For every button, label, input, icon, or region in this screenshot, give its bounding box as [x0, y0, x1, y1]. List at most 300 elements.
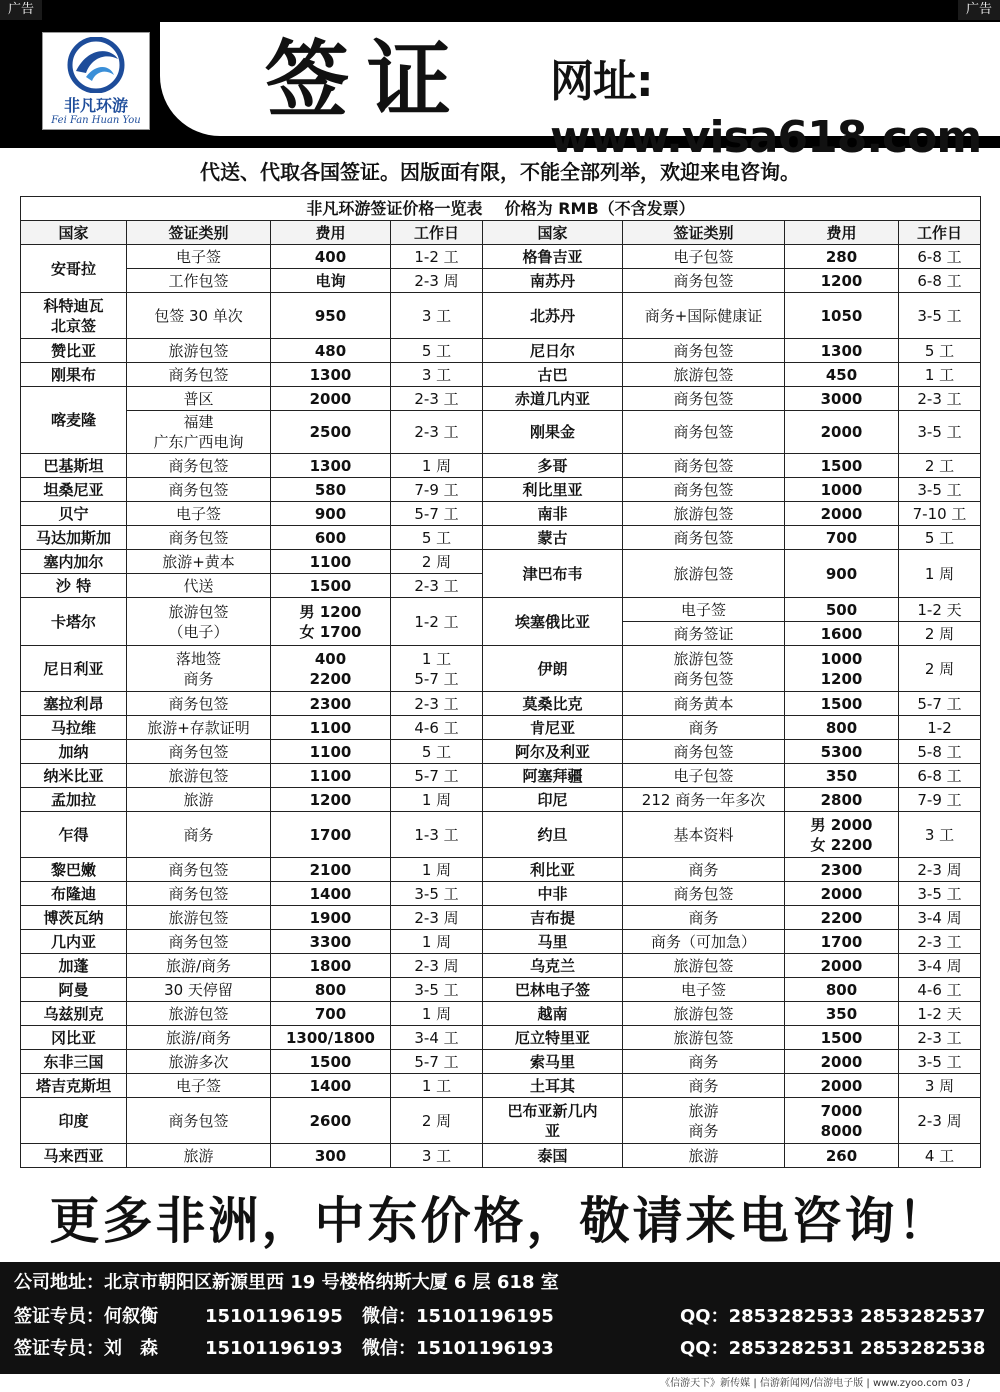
country-cell: 巴林电子签 — [483, 978, 623, 1002]
country-cell: 几内亚 — [21, 930, 127, 954]
column-header: 费用 — [271, 221, 391, 245]
company-address: 公司地址：北京市朝阳区新源里西 19 号楼格纳斯大厦 6 层 618 室 — [14, 1272, 559, 1293]
workdays-cell: 2-3 周 — [899, 858, 981, 882]
visa-type-cell: 商务 — [623, 716, 785, 740]
visa-type-cell: 商务（可加急） — [623, 930, 785, 954]
slogan: 更多非洲，中东价格，敬请来电咨询！ — [49, 1192, 951, 1250]
table-row — [21, 1002, 981, 1026]
workdays-cell: 1-2 天 — [899, 1002, 981, 1026]
visa-type-cell: 旅游包签 — [623, 502, 785, 526]
visa-type-cell: 商务 — [623, 906, 785, 930]
table-row — [21, 788, 981, 812]
column-header: 国家 — [483, 221, 623, 245]
agent1-wechat: 微信：15101196195 — [362, 1306, 554, 1327]
table-row — [21, 526, 981, 550]
visa-type-cell: 旅游包签 — [623, 1002, 785, 1026]
visa-type-cell: 旅游多次 — [127, 1050, 271, 1074]
country-cell: 印尼 — [483, 788, 623, 812]
fee-cell: 500 — [785, 598, 899, 622]
visa-type-cell: 商务包签 — [623, 526, 785, 550]
country-cell: 喀麦隆 — [21, 387, 127, 454]
table-row — [21, 1026, 981, 1050]
fee-cell: 350 — [785, 764, 899, 788]
table-row — [21, 1050, 981, 1074]
workdays-cell: 2 周 — [899, 646, 981, 692]
workdays-cell: 1-3 工 — [391, 812, 483, 858]
country-cell: 土耳其 — [483, 1074, 623, 1098]
country-cell: 北苏丹 — [483, 293, 623, 339]
table-row — [21, 882, 981, 906]
visa-type-cell: 旅游 — [127, 1144, 271, 1168]
visa-type-cell: 商务包签 — [623, 454, 785, 478]
fee-cell: 600 — [271, 526, 391, 550]
table-caption: 非凡环游签证价格一览表 价格为 RMB（不含发票） — [21, 197, 981, 221]
workdays-cell: 1 工 — [899, 363, 981, 387]
workdays-cell: 2-3 周 — [391, 269, 483, 293]
workdays-cell: 3-4 周 — [899, 906, 981, 930]
table-row — [21, 1098, 981, 1144]
column-header: 签证类别 — [127, 221, 271, 245]
fee-cell: 1000 1200 — [785, 646, 899, 692]
logo-swirl-icon — [66, 37, 126, 93]
column-header: 国家 — [21, 221, 127, 245]
visa-type-cell: 旅游包签 商务包签 — [623, 646, 785, 692]
fee-cell: 1700 — [785, 930, 899, 954]
table-row — [21, 906, 981, 930]
fee-cell: 5300 — [785, 740, 899, 764]
workdays-cell: 5 工 — [391, 740, 483, 764]
price-table — [20, 196, 981, 1168]
fee-cell: 1100 — [271, 740, 391, 764]
country-cell: 南苏丹 — [483, 269, 623, 293]
visa-type-cell: 福建 广东广西电询 — [127, 411, 271, 454]
workdays-cell: 1 周 — [391, 930, 483, 954]
fee-cell: 3300 — [271, 930, 391, 954]
logo-text-en: Fei Fan Huan You — [51, 115, 141, 126]
visa-type-cell: 商务 — [623, 1050, 785, 1074]
workdays-cell: 3-5 工 — [899, 411, 981, 454]
workdays-cell: 3-5 工 — [899, 882, 981, 906]
table-row — [21, 954, 981, 978]
fee-cell: 1300/1800 — [271, 1026, 391, 1050]
country-cell: 肯尼亚 — [483, 716, 623, 740]
visa-type-cell: 商务包签 — [127, 740, 271, 764]
table-row — [21, 646, 981, 692]
fee-cell: 900 — [271, 502, 391, 526]
visa-type-cell: 旅游 商务 — [623, 1098, 785, 1144]
country-cell: 巴布亚新几内 亚 — [483, 1098, 623, 1144]
workdays-cell: 1 工 5-7 工 — [391, 646, 483, 692]
page-footer: 《信游天下》新传媒 | 信游新闻网/信游电子版 | www.zyoo.com 03 / — [660, 1378, 970, 1389]
visa-type-cell: 旅游 — [127, 788, 271, 812]
country-cell: 吉布提 — [483, 906, 623, 930]
agent2-qq: QQ：2853282531 2853282538 — [680, 1338, 986, 1359]
visa-type-cell: 商务+国际健康证 — [623, 293, 785, 339]
fee-cell: 350 — [785, 1002, 899, 1026]
visa-type-cell: 旅游+黄本 — [127, 550, 271, 574]
logo-text-cn: 非凡环游 — [63, 96, 128, 115]
visa-type-cell: 商务包签 — [127, 478, 271, 502]
workdays-cell: 1 周 — [391, 858, 483, 882]
fee-cell: 480 — [271, 339, 391, 363]
country-cell: 阿尔及利亚 — [483, 740, 623, 764]
fee-cell: 400 — [271, 245, 391, 269]
fee-cell: 700 — [785, 526, 899, 550]
table-row — [21, 1074, 981, 1098]
table-row — [21, 339, 981, 363]
country-cell: 布隆迪 — [21, 882, 127, 906]
fee-cell: 男 2000 女 2200 — [785, 812, 899, 858]
country-cell: 马达加斯加 — [21, 526, 127, 550]
agent2-wechat: 微信：15101196193 — [362, 1338, 554, 1359]
fee-cell: 950 — [271, 293, 391, 339]
country-cell: 马拉维 — [21, 716, 127, 740]
country-cell: 津巴布韦 — [483, 550, 623, 598]
fee-cell: 580 — [271, 478, 391, 502]
visa-type-cell: 包签 30 单次 — [127, 293, 271, 339]
visa-type-cell: 商务包签 — [127, 882, 271, 906]
fee-cell: 2200 — [785, 906, 899, 930]
workdays-cell: 5-7 工 — [391, 1050, 483, 1074]
visa-type-cell: 商务包签 — [127, 858, 271, 882]
fee-cell: 1400 — [271, 882, 391, 906]
country-cell: 纳米比亚 — [21, 764, 127, 788]
fee-cell: 1800 — [271, 954, 391, 978]
visa-type-cell: 商务 — [623, 1074, 785, 1098]
fee-cell: 800 — [785, 716, 899, 740]
country-cell: 利比亚 — [483, 858, 623, 882]
country-cell: 科特迪瓦 北京签 — [21, 293, 127, 339]
visa-type-cell: 旅游+存款证明 — [127, 716, 271, 740]
visa-type-cell: 落地签 商务 — [127, 646, 271, 692]
country-cell: 约旦 — [483, 812, 623, 858]
fee-cell: 1700 — [271, 812, 391, 858]
country-cell: 索马里 — [483, 1050, 623, 1074]
workdays-cell: 2-3 周 — [899, 1098, 981, 1144]
fee-cell: 2000 — [785, 882, 899, 906]
country-cell: 莫桑比克 — [483, 692, 623, 716]
fee-cell: 3000 — [785, 387, 899, 411]
workdays-cell: 1-2 工 — [391, 598, 483, 646]
column-header: 工作日 — [391, 221, 483, 245]
notice-text: 代送、代取各国签证。因版面有限，不能全部列举，欢迎来电咨询。 — [200, 160, 800, 184]
workdays-cell: 3 工 — [899, 812, 981, 858]
country-cell: 冈比亚 — [21, 1026, 127, 1050]
country-cell: 贝宁 — [21, 502, 127, 526]
table-row — [21, 978, 981, 1002]
fee-cell: 1500 — [785, 692, 899, 716]
column-header: 签证类别 — [623, 221, 785, 245]
header — [0, 0, 1000, 163]
agent1-phone: 15101196195 — [205, 1306, 343, 1327]
visa-type-cell: 商务包签 — [127, 1098, 271, 1144]
workdays-cell: 2 工 — [899, 454, 981, 478]
visa-type-cell: 旅游包签 — [127, 764, 271, 788]
country-cell: 南非 — [483, 502, 623, 526]
table-row — [21, 550, 981, 574]
workdays-cell: 3-5 工 — [899, 293, 981, 339]
country-cell: 中非 — [483, 882, 623, 906]
fee-cell: 7000 8000 — [785, 1098, 899, 1144]
fee-cell: 450 — [785, 363, 899, 387]
agent1-qq: QQ：2853282533 2853282537 — [680, 1306, 986, 1327]
workdays-cell: 6-8 工 — [899, 764, 981, 788]
agent2-name: 签证专员：刘 森 — [14, 1338, 158, 1359]
workdays-cell: 1 周 — [391, 1002, 483, 1026]
fee-cell: 1000 — [785, 478, 899, 502]
country-cell: 越南 — [483, 1002, 623, 1026]
country-cell: 马来西亚 — [21, 1144, 127, 1168]
agent2-phone: 15101196193 — [205, 1338, 343, 1359]
workdays-cell: 3 工 — [391, 293, 483, 339]
visa-type-cell: 商务包签 — [623, 411, 785, 454]
fee-cell: 400 2200 — [271, 646, 391, 692]
workdays-cell: 2-3 工 — [391, 692, 483, 716]
visa-type-cell: 商务黄本 — [623, 692, 785, 716]
workdays-cell: 6-8 工 — [899, 245, 981, 269]
visa-type-cell: 30 天停留 — [127, 978, 271, 1002]
country-cell: 塞内加尔 — [21, 550, 127, 574]
country-cell: 蒙古 — [483, 526, 623, 550]
visa-type-cell: 商务包签 — [127, 526, 271, 550]
country-cell: 刚果布 — [21, 363, 127, 387]
table-row — [21, 740, 981, 764]
fee-cell: 2000 — [785, 502, 899, 526]
workdays-cell: 1-2 天 — [899, 598, 981, 622]
visa-type-cell: 商务包签 — [127, 692, 271, 716]
column-header: 费用 — [785, 221, 899, 245]
country-cell: 乌兹别克 — [21, 1002, 127, 1026]
visa-type-cell: 电子签 — [127, 245, 271, 269]
table-row — [21, 269, 981, 293]
fee-cell: 2300 — [271, 692, 391, 716]
workdays-cell: 3 工 — [391, 1144, 483, 1168]
country-cell: 黎巴嫩 — [21, 858, 127, 882]
fee-cell: 2300 — [785, 858, 899, 882]
fee-cell: 1100 — [271, 764, 391, 788]
visa-type-cell: 旅游/商务 — [127, 954, 271, 978]
visa-type-cell: 商务包签 — [623, 387, 785, 411]
visa-type-cell: 电子包签 — [623, 764, 785, 788]
country-cell: 利比里亚 — [483, 478, 623, 502]
workdays-cell: 5 工 — [899, 339, 981, 363]
fee-cell: 2600 — [271, 1098, 391, 1144]
country-cell: 加纳 — [21, 740, 127, 764]
visa-type-cell: 212 商务一年多次 — [623, 788, 785, 812]
visa-type-cell: 基本资料 — [623, 812, 785, 858]
country-cell: 伊朗 — [483, 646, 623, 692]
workdays-cell: 1 周 — [391, 454, 483, 478]
visa-type-cell: 代送 — [127, 574, 271, 598]
table-row — [21, 692, 981, 716]
country-cell: 格鲁吉亚 — [483, 245, 623, 269]
footer-contact — [0, 1262, 1000, 1374]
table-row — [21, 764, 981, 788]
fee-cell: 1500 — [785, 454, 899, 478]
country-cell: 阿塞拜疆 — [483, 764, 623, 788]
fee-cell: 2000 — [785, 954, 899, 978]
table-row — [21, 245, 981, 269]
workdays-cell: 7-9 工 — [391, 478, 483, 502]
workdays-cell: 2 周 — [899, 622, 981, 646]
country-cell: 赞比亚 — [21, 339, 127, 363]
country-cell: 孟加拉 — [21, 788, 127, 812]
country-cell: 巴基斯坦 — [21, 454, 127, 478]
fee-cell: 2000 — [785, 1074, 899, 1098]
fee-cell: 1900 — [271, 906, 391, 930]
country-cell: 印度 — [21, 1098, 127, 1144]
country-cell: 东非三国 — [21, 1050, 127, 1074]
country-cell: 泰国 — [483, 1144, 623, 1168]
fee-cell: 1050 — [785, 293, 899, 339]
country-cell: 刚果金 — [483, 411, 623, 454]
visa-type-cell: 商务包签 — [623, 478, 785, 502]
visa-type-cell: 电子签 — [127, 502, 271, 526]
workdays-cell: 5-7 工 — [899, 692, 981, 716]
visa-type-cell: 商务签证 — [623, 622, 785, 646]
visa-type-cell: 旅游包签 — [623, 363, 785, 387]
workdays-cell: 3-5 工 — [899, 1050, 981, 1074]
visa-type-cell: 旅游包签 （电子） — [127, 598, 271, 646]
country-cell: 乌克兰 — [483, 954, 623, 978]
workdays-cell: 1 周 — [899, 550, 981, 598]
workdays-cell: 5 工 — [391, 339, 483, 363]
workdays-cell: 3 工 — [391, 363, 483, 387]
ad-label-left: 广告 — [0, 0, 42, 20]
table-row — [21, 411, 981, 454]
country-cell: 尼日尔 — [483, 339, 623, 363]
visa-type-cell: 旅游/商务 — [127, 1026, 271, 1050]
workdays-cell: 7-9 工 — [899, 788, 981, 812]
workdays-cell: 5-7 工 — [391, 764, 483, 788]
country-cell: 厄立特里亚 — [483, 1026, 623, 1050]
table-row — [21, 293, 981, 339]
table-row — [21, 454, 981, 478]
workdays-cell: 3-5 工 — [391, 882, 483, 906]
visa-type-cell: 旅游 — [623, 1144, 785, 1168]
visa-type-cell: 商务包签 — [623, 740, 785, 764]
fee-cell: 280 — [785, 245, 899, 269]
fee-cell: 1500 — [271, 574, 391, 598]
workdays-cell: 5-7 工 — [391, 502, 483, 526]
country-cell: 尼日利亚 — [21, 646, 127, 692]
fee-cell: 2500 — [271, 411, 391, 454]
workdays-cell: 7-10 工 — [899, 502, 981, 526]
visa-type-cell: 工作包签 — [127, 269, 271, 293]
workdays-cell: 2 周 — [391, 1098, 483, 1144]
fee-cell: 1100 — [271, 550, 391, 574]
visa-type-cell: 旅游包签 — [127, 906, 271, 930]
table-row — [21, 478, 981, 502]
fee-cell: 800 — [785, 978, 899, 1002]
page-title: 签证 — [265, 31, 470, 129]
visa-type-cell: 旅游包签 — [623, 1026, 785, 1050]
country-cell: 博茨瓦纳 — [21, 906, 127, 930]
workdays-cell: 2-3 工 — [391, 387, 483, 411]
visa-type-cell: 电子签 — [623, 598, 785, 622]
table-row — [21, 812, 981, 858]
table-row — [21, 716, 981, 740]
workdays-cell: 2-3 工 — [391, 411, 483, 454]
country-cell: 阿曼 — [21, 978, 127, 1002]
workdays-cell: 3-5 工 — [899, 478, 981, 502]
fee-cell: 260 — [785, 1144, 899, 1168]
workdays-cell: 2-3 工 — [899, 387, 981, 411]
visa-type-cell: 旅游包签 — [127, 1002, 271, 1026]
visa-type-cell: 商务包签 — [623, 269, 785, 293]
fee-cell: 2800 — [785, 788, 899, 812]
table-row — [21, 363, 981, 387]
visa-type-cell: 商务包签 — [127, 363, 271, 387]
country-cell: 马里 — [483, 930, 623, 954]
fee-cell: 800 — [271, 978, 391, 1002]
visa-type-cell: 商务包签 — [127, 454, 271, 478]
workdays-cell: 2-3 周 — [391, 954, 483, 978]
visa-type-cell: 电子包签 — [623, 245, 785, 269]
country-cell: 塞拉利昂 — [21, 692, 127, 716]
fee-cell: 900 — [785, 550, 899, 598]
visa-type-cell: 普区 — [127, 387, 271, 411]
visa-type-cell: 旅游包签 — [623, 954, 785, 978]
workdays-cell: 5 工 — [899, 526, 981, 550]
fee-cell: 1300 — [271, 454, 391, 478]
table-row — [21, 1144, 981, 1168]
workdays-cell: 4-6 工 — [899, 978, 981, 1002]
country-cell: 塔吉克斯坦 — [21, 1074, 127, 1098]
visa-type-cell: 商务包签 — [623, 339, 785, 363]
fee-cell: 电询 — [271, 269, 391, 293]
country-cell: 安哥拉 — [21, 245, 127, 293]
workdays-cell: 6-8 工 — [899, 269, 981, 293]
country-cell: 乍得 — [21, 812, 127, 858]
fee-cell: 2000 — [785, 1050, 899, 1074]
fee-cell: 300 — [271, 1144, 391, 1168]
fee-cell: 1500 — [271, 1050, 391, 1074]
fee-cell: 1200 — [785, 269, 899, 293]
visa-type-cell: 商务包签 — [623, 882, 785, 906]
workdays-cell: 5 工 — [391, 526, 483, 550]
table-row — [21, 930, 981, 954]
workdays-cell: 2 周 — [391, 550, 483, 574]
logo — [42, 32, 150, 130]
table-row — [21, 858, 981, 882]
table-row — [21, 598, 981, 622]
fee-cell: 男 1200 女 1700 — [271, 598, 391, 646]
visa-type-cell: 商务 — [623, 858, 785, 882]
visa-type-cell: 商务 — [127, 812, 271, 858]
fee-cell: 2000 — [785, 411, 899, 454]
fee-cell: 1400 — [271, 1074, 391, 1098]
workdays-cell: 1-2 工 — [391, 245, 483, 269]
ad-label-right: 广告 — [958, 0, 1000, 20]
country-cell: 古巴 — [483, 363, 623, 387]
country-cell: 卡塔尔 — [21, 598, 127, 646]
visa-type-cell: 旅游包签 — [623, 550, 785, 598]
fee-cell: 1300 — [271, 363, 391, 387]
fee-cell: 1200 — [271, 788, 391, 812]
workdays-cell: 1 工 — [391, 1074, 483, 1098]
fee-cell: 1600 — [785, 622, 899, 646]
fee-cell: 2100 — [271, 858, 391, 882]
workdays-cell: 4 工 — [899, 1144, 981, 1168]
column-header: 工作日 — [899, 221, 981, 245]
workdays-cell: 3-4 周 — [899, 954, 981, 978]
fee-cell: 1100 — [271, 716, 391, 740]
fee-cell: 1500 — [785, 1026, 899, 1050]
workdays-cell: 1 周 — [391, 788, 483, 812]
fee-cell: 700 — [271, 1002, 391, 1026]
workdays-cell: 2-3 工 — [391, 574, 483, 598]
